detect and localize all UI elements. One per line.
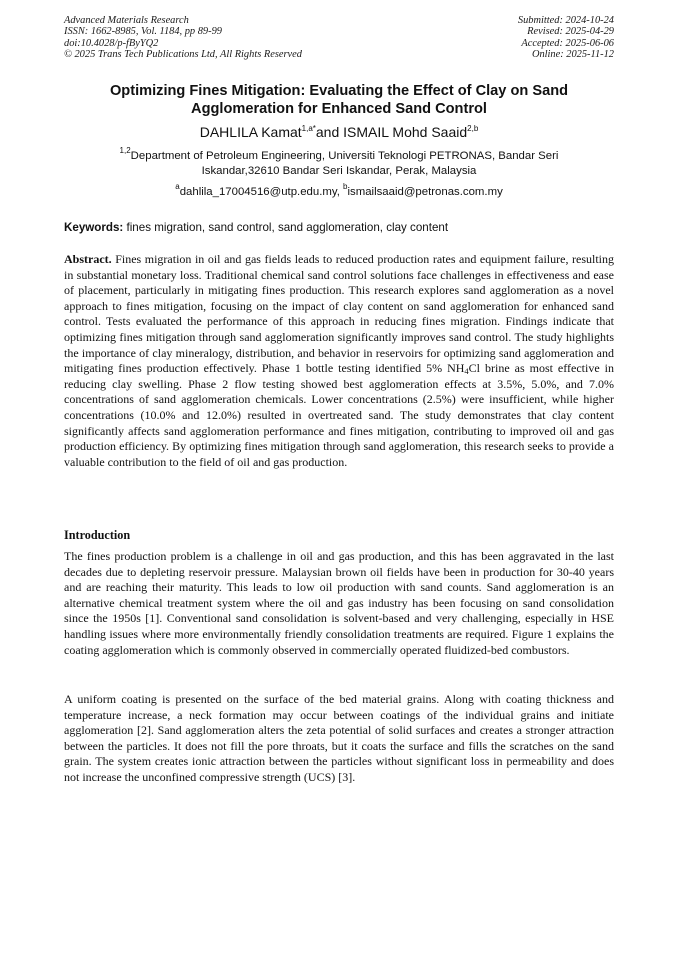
submitted-date: Submitted: 2024-10-24: [517, 15, 614, 26]
journal-name: Advanced Materials Research: [64, 15, 189, 26]
affiliation-marker: 1,2: [119, 146, 131, 155]
online-date: Online: 2025-11-12: [531, 49, 614, 61]
affiliation-line-2: Iskandar,32610 Bandar Seri Iskandar, Perak, Malaysia: [201, 165, 477, 178]
introduction-heading: Introduction: [64, 528, 131, 542]
author-1-affiliation: 1,a*: [301, 124, 316, 133]
copyright: © 2025 Trans Tech Publications Ltd, All Rights Reserved: [64, 49, 302, 61]
affiliation: [60, 146, 618, 180]
keywords-text: fines migration, sand control, sand agglomeration, clay content: [123, 221, 449, 234]
abstract-subscript: 4: [464, 366, 469, 377]
keywords-label: Keywords:: [64, 221, 124, 234]
email-b: ismailsaaid@petronas.com.my: [347, 186, 503, 198]
author-emails: [60, 182, 618, 200]
issn: ISSN: 1662-8985, Vol. 1184, pp 89-99: [64, 26, 222, 38]
abstract-text-part-2: Cl brine as most effective in reducing clay swelling. Phase 2 flow testing showed best agglomeration effects at 3.5%, 5.0%, and 7.0% concentrations of sand agglomeration chemicals. Lower concentrations (2.5%) were insufficient, while higher concentrations (10.0% and 12.0%) resulted in overtreated sand. The study demonstrates that clay content significantly affects sand agglomeration performance and fines mitigation, contributing to improved oil and gas production efficiency. By optimizing fines mitigation through sand agglomeration, this research seeks to provide a valuable contribution to the field of oil and gas production.: [64, 361, 614, 469]
email-a-marker: a: [175, 182, 180, 191]
abstract-label: Abstract.: [64, 252, 112, 266]
affiliation-line-1: Department of Petroleum Engineering, Universiti Teknologi PETRONAS, Bandar Seri: [130, 150, 559, 162]
accepted-date: Accepted: 2025-06-06: [521, 37, 614, 49]
email-b-marker: b: [343, 182, 348, 191]
author-2: ISMAIL Mohd Saaid: [343, 124, 468, 140]
introduction-paragraph-2: A uniform coating is presented on the surface of the bed material grains. Along with coating thickness and temperature increase, a neck formation may occur between coatings of the individual grains and initiate agglomeration [2]. Sand agglomeration alters the zeta potential of solid surfaces and creates a stronger attraction between the particles. It does not fill the pore throats, but it coats the surface and fills the scratches on the sand grain. The system creates ionic attraction between the particles without significant loss in permeability and does not increase the unconfined compressive strength (UCS) [3].: [64, 692, 614, 784]
email-a: dahlila_17004516@utp.edu.my,: [179, 186, 344, 198]
paper-title: [60, 82, 618, 118]
introduction-paragraph-1: The fines production problem is a challenge in oil and gas production, and this has been aggravated in the last decades due to depleting reservoir pressure. Malaysian brown oil fields have been in production for 30-40 years and are reaching their maturity. This leads to low oil production with sand counts. Sand agglomeration is an alternative chemical treatment system where the oil and gas industry has been focusing on sand consolidation since the 1950s [1]. Conventional sand consolidation is solvent-based and very challenging, especially in HSE handling issues where more environmentally friendly consolidation treatments are required. Figure 1 explains the coating agglomeration which is commonly observed in commercially operated fluidized-bed combustors.: [64, 549, 614, 657]
doi: doi:10.4028/p-fByYQ2: [64, 37, 159, 49]
revised-date: Revised: 2025-04-29: [527, 26, 614, 38]
publication-info: [64, 15, 302, 61]
keywords: [64, 220, 616, 235]
publication-dates: [518, 15, 614, 61]
abstract: [64, 252, 614, 470]
title-line-1: Optimizing Fines Mitigation: Evaluating the Effect of Clay on Sand: [109, 83, 569, 99]
author-joiner: and: [315, 124, 344, 140]
title-line-2: Agglomeration for Enhanced Sand Control: [191, 101, 487, 117]
author-2-affiliation: 2,b: [467, 124, 479, 133]
author-1: DAHLILA Kamat: [199, 124, 302, 140]
author-list: [60, 123, 618, 141]
abstract-text-part-1: Fines migration in oil and gas fields leads to reduced production rates and equipment failure, resulting in substantial monetary loss. Traditional chemical sand control solutions face challenges in effectiveness and ease of placement, particularly in mitigating fines production. This research explores sand agglomeration as a novel approach to fines mitigation, focusing on the impact of clay content on sand agglomeration for enhanced sand control. Tests evaluated the performance of this approach in reducing fines migration. Findings indicate that optimizing fines mitigation through sand agglomeration significantly improves sand control. The study highlights the importance of clay mineralogy, distribution, and behavior in reservoirs for optimizing sand agglomeration and mitigating fines production effectively. Phase 1 bottle testing identified 5% NH: [64, 252, 614, 376]
